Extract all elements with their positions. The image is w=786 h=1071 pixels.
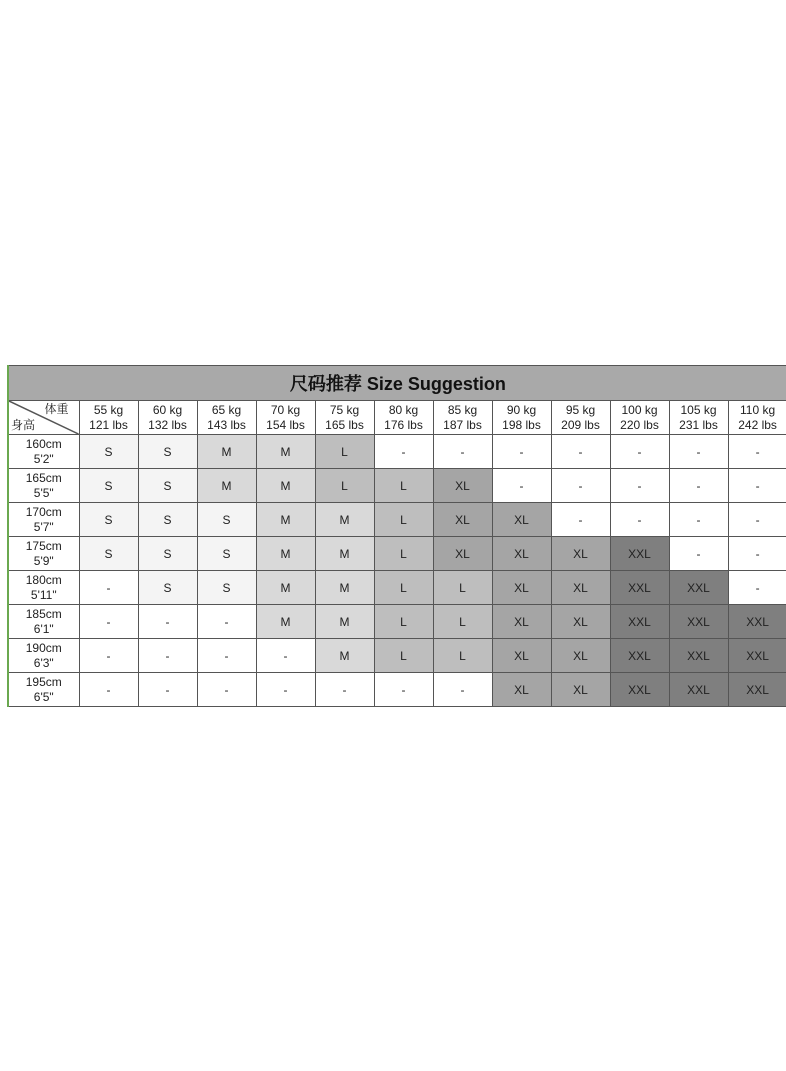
size-cell: XL [492, 639, 551, 673]
size-cell: - [315, 673, 374, 707]
size-cell: L [374, 639, 433, 673]
size-cell: - [138, 639, 197, 673]
size-cell: - [79, 571, 138, 605]
size-cell: M [256, 537, 315, 571]
height-cm: 175cm [25, 538, 62, 553]
size-cell: - [669, 503, 728, 537]
weight-lbs: 187 lbs [443, 417, 482, 432]
size-cell: M [315, 639, 374, 673]
height-cm: 180cm [25, 572, 62, 587]
size-cell: XL [551, 673, 610, 707]
size-cell: M [256, 469, 315, 503]
size-cell: S [79, 435, 138, 469]
size-cell: M [315, 537, 374, 571]
size-cell: S [138, 537, 197, 571]
size-cell: - [256, 639, 315, 673]
height-ft: 5'9" [33, 553, 54, 568]
weight-header [610, 401, 669, 435]
size-cell: XL [492, 571, 551, 605]
size-cell: - [551, 435, 610, 469]
weight-header [256, 401, 315, 435]
size-cell: M [256, 503, 315, 537]
size-cell: S [138, 503, 197, 537]
height-ft: 6'1" [33, 621, 54, 636]
height-header [8, 673, 79, 707]
size-cell: S [138, 435, 197, 469]
weight-header [433, 401, 492, 435]
size-cell: - [138, 673, 197, 707]
size-cell: XXL [728, 639, 786, 673]
size-cell: - [492, 435, 551, 469]
size-cell: L [374, 605, 433, 639]
size-cell: - [433, 673, 492, 707]
size-cell: - [374, 435, 433, 469]
table-row [8, 571, 786, 605]
size-cell: XXL [669, 571, 728, 605]
weight-header [374, 401, 433, 435]
size-cell: XL [433, 503, 492, 537]
size-cell: XXL [610, 673, 669, 707]
height-header [8, 571, 79, 605]
size-cell: S [79, 537, 138, 571]
table-row [8, 673, 786, 707]
size-cell: XL [492, 503, 551, 537]
size-cell: XL [433, 469, 492, 503]
size-cell: XXL [610, 639, 669, 673]
size-cell: S [79, 469, 138, 503]
size-cell: XXL [728, 673, 786, 707]
size-cell: - [551, 503, 610, 537]
size-cell: - [728, 503, 786, 537]
size-cell: S [138, 571, 197, 605]
size-cell: - [79, 605, 138, 639]
size-cell: M [256, 571, 315, 605]
size-cell: S [79, 503, 138, 537]
weight-kg: 90 kg [506, 402, 537, 417]
size-cell: - [197, 605, 256, 639]
weight-header-row [8, 401, 786, 435]
height-ft: 5'2" [33, 451, 54, 466]
table-row [8, 469, 786, 503]
size-cell: - [492, 469, 551, 503]
weight-kg: 85 kg [447, 402, 478, 417]
size-cell: XL [492, 673, 551, 707]
size-cell: L [433, 571, 492, 605]
weight-lbs: 231 lbs [679, 417, 718, 432]
size-cell: - [669, 537, 728, 571]
corner-cell [8, 401, 79, 435]
weight-kg: 100 kg [621, 402, 658, 417]
weight-lbs: 176 lbs [384, 417, 423, 432]
weight-header [197, 401, 256, 435]
size-cell: M [197, 435, 256, 469]
weight-kg: 80 kg [388, 402, 419, 417]
weight-header [728, 401, 786, 435]
size-cell: XXL [669, 639, 728, 673]
size-cell: XL [551, 537, 610, 571]
size-cell: S [197, 537, 256, 571]
table-row [8, 537, 786, 571]
height-header [8, 435, 79, 469]
weight-lbs: 121 lbs [89, 417, 128, 432]
height-header [8, 469, 79, 503]
height-ft: 6'5" [33, 689, 54, 704]
size-cell: M [256, 605, 315, 639]
size-cell: - [374, 673, 433, 707]
size-cell: - [79, 639, 138, 673]
height-axis-label: 身高 [11, 418, 36, 432]
size-cell: - [256, 673, 315, 707]
height-ft: 5'11" [30, 587, 57, 602]
size-cell: XXL [669, 605, 728, 639]
size-cell: XXL [610, 571, 669, 605]
size-cell: XL [551, 639, 610, 673]
weight-lbs: 154 lbs [266, 417, 305, 432]
weight-lbs: 220 lbs [620, 417, 659, 432]
size-cell: L [433, 605, 492, 639]
size-cell: L [374, 469, 433, 503]
size-cell: S [197, 571, 256, 605]
size-cell: - [610, 435, 669, 469]
size-cell: XL [492, 605, 551, 639]
size-cell: M [315, 605, 374, 639]
weight-kg: 105 kg [680, 402, 717, 417]
weight-lbs: 198 lbs [502, 417, 541, 432]
size-cell: - [669, 435, 728, 469]
weight-lbs: 165 lbs [325, 417, 364, 432]
height-ft: 5'5" [33, 485, 54, 500]
weight-lbs: 132 lbs [148, 417, 187, 432]
table-row [8, 503, 786, 537]
height-cm: 195cm [25, 674, 62, 689]
weight-header [551, 401, 610, 435]
weight-kg: 70 kg [270, 402, 301, 417]
table-row [8, 435, 786, 469]
size-cell: XXL [610, 605, 669, 639]
weight-header [79, 401, 138, 435]
size-cell: S [138, 469, 197, 503]
size-cell: - [728, 571, 786, 605]
height-header [8, 503, 79, 537]
size-cell: M [256, 435, 315, 469]
height-cm: 190cm [25, 640, 62, 655]
table-row [8, 605, 786, 639]
size-cell: - [551, 469, 610, 503]
size-cell: - [197, 639, 256, 673]
size-rows [8, 435, 786, 707]
weight-kg: 110 kg [740, 402, 776, 417]
height-header [8, 605, 79, 639]
size-cell: L [315, 469, 374, 503]
size-cell: - [79, 673, 138, 707]
weight-lbs: 143 lbs [207, 417, 246, 432]
size-cell: L [315, 435, 374, 469]
table-row [8, 639, 786, 673]
size-cell: M [315, 571, 374, 605]
size-chart-table [7, 365, 786, 707]
size-cell: - [728, 435, 786, 469]
size-cell: - [728, 537, 786, 571]
weight-header [315, 401, 374, 435]
size-cell: L [374, 537, 433, 571]
size-cell: XXL [669, 673, 728, 707]
weight-kg: 55 kg [93, 402, 124, 417]
size-cell: XXL [728, 605, 786, 639]
size-cell: L [433, 639, 492, 673]
weight-lbs: 209 lbs [561, 417, 600, 432]
chart-title: 尺码推荐 Size Suggestion [8, 366, 786, 401]
height-header [8, 639, 79, 673]
size-cell: - [728, 469, 786, 503]
weight-header [138, 401, 197, 435]
height-ft: 6'3" [33, 655, 54, 670]
size-cell: - [138, 605, 197, 639]
size-cell: - [669, 469, 728, 503]
height-cm: 160cm [25, 436, 62, 451]
size-cell: - [610, 503, 669, 537]
size-cell: XXL [610, 537, 669, 571]
weight-kg: 65 kg [211, 402, 242, 417]
size-cell: M [315, 503, 374, 537]
weight-lbs: 242 lbs [738, 417, 777, 432]
weight-kg: 75 kg [329, 402, 360, 417]
size-cell: - [610, 469, 669, 503]
weight-kg: 95 kg [565, 402, 596, 417]
size-cell: - [197, 673, 256, 707]
size-cell: XL [492, 537, 551, 571]
height-cm: 185cm [25, 606, 62, 621]
height-cm: 170cm [25, 504, 62, 519]
weight-header [669, 401, 728, 435]
size-cell: S [197, 503, 256, 537]
height-cm: 165cm [25, 470, 62, 485]
size-cell: L [374, 571, 433, 605]
size-cell: XL [551, 605, 610, 639]
height-header [8, 537, 79, 571]
weight-header [492, 401, 551, 435]
size-cell: L [374, 503, 433, 537]
size-cell: - [433, 435, 492, 469]
height-ft: 5'7" [33, 519, 54, 534]
weight-axis-label: 体重 [44, 402, 69, 416]
size-cell: M [197, 469, 256, 503]
size-cell: XL [551, 571, 610, 605]
size-cell: XL [433, 537, 492, 571]
weight-kg: 60 kg [152, 402, 183, 417]
